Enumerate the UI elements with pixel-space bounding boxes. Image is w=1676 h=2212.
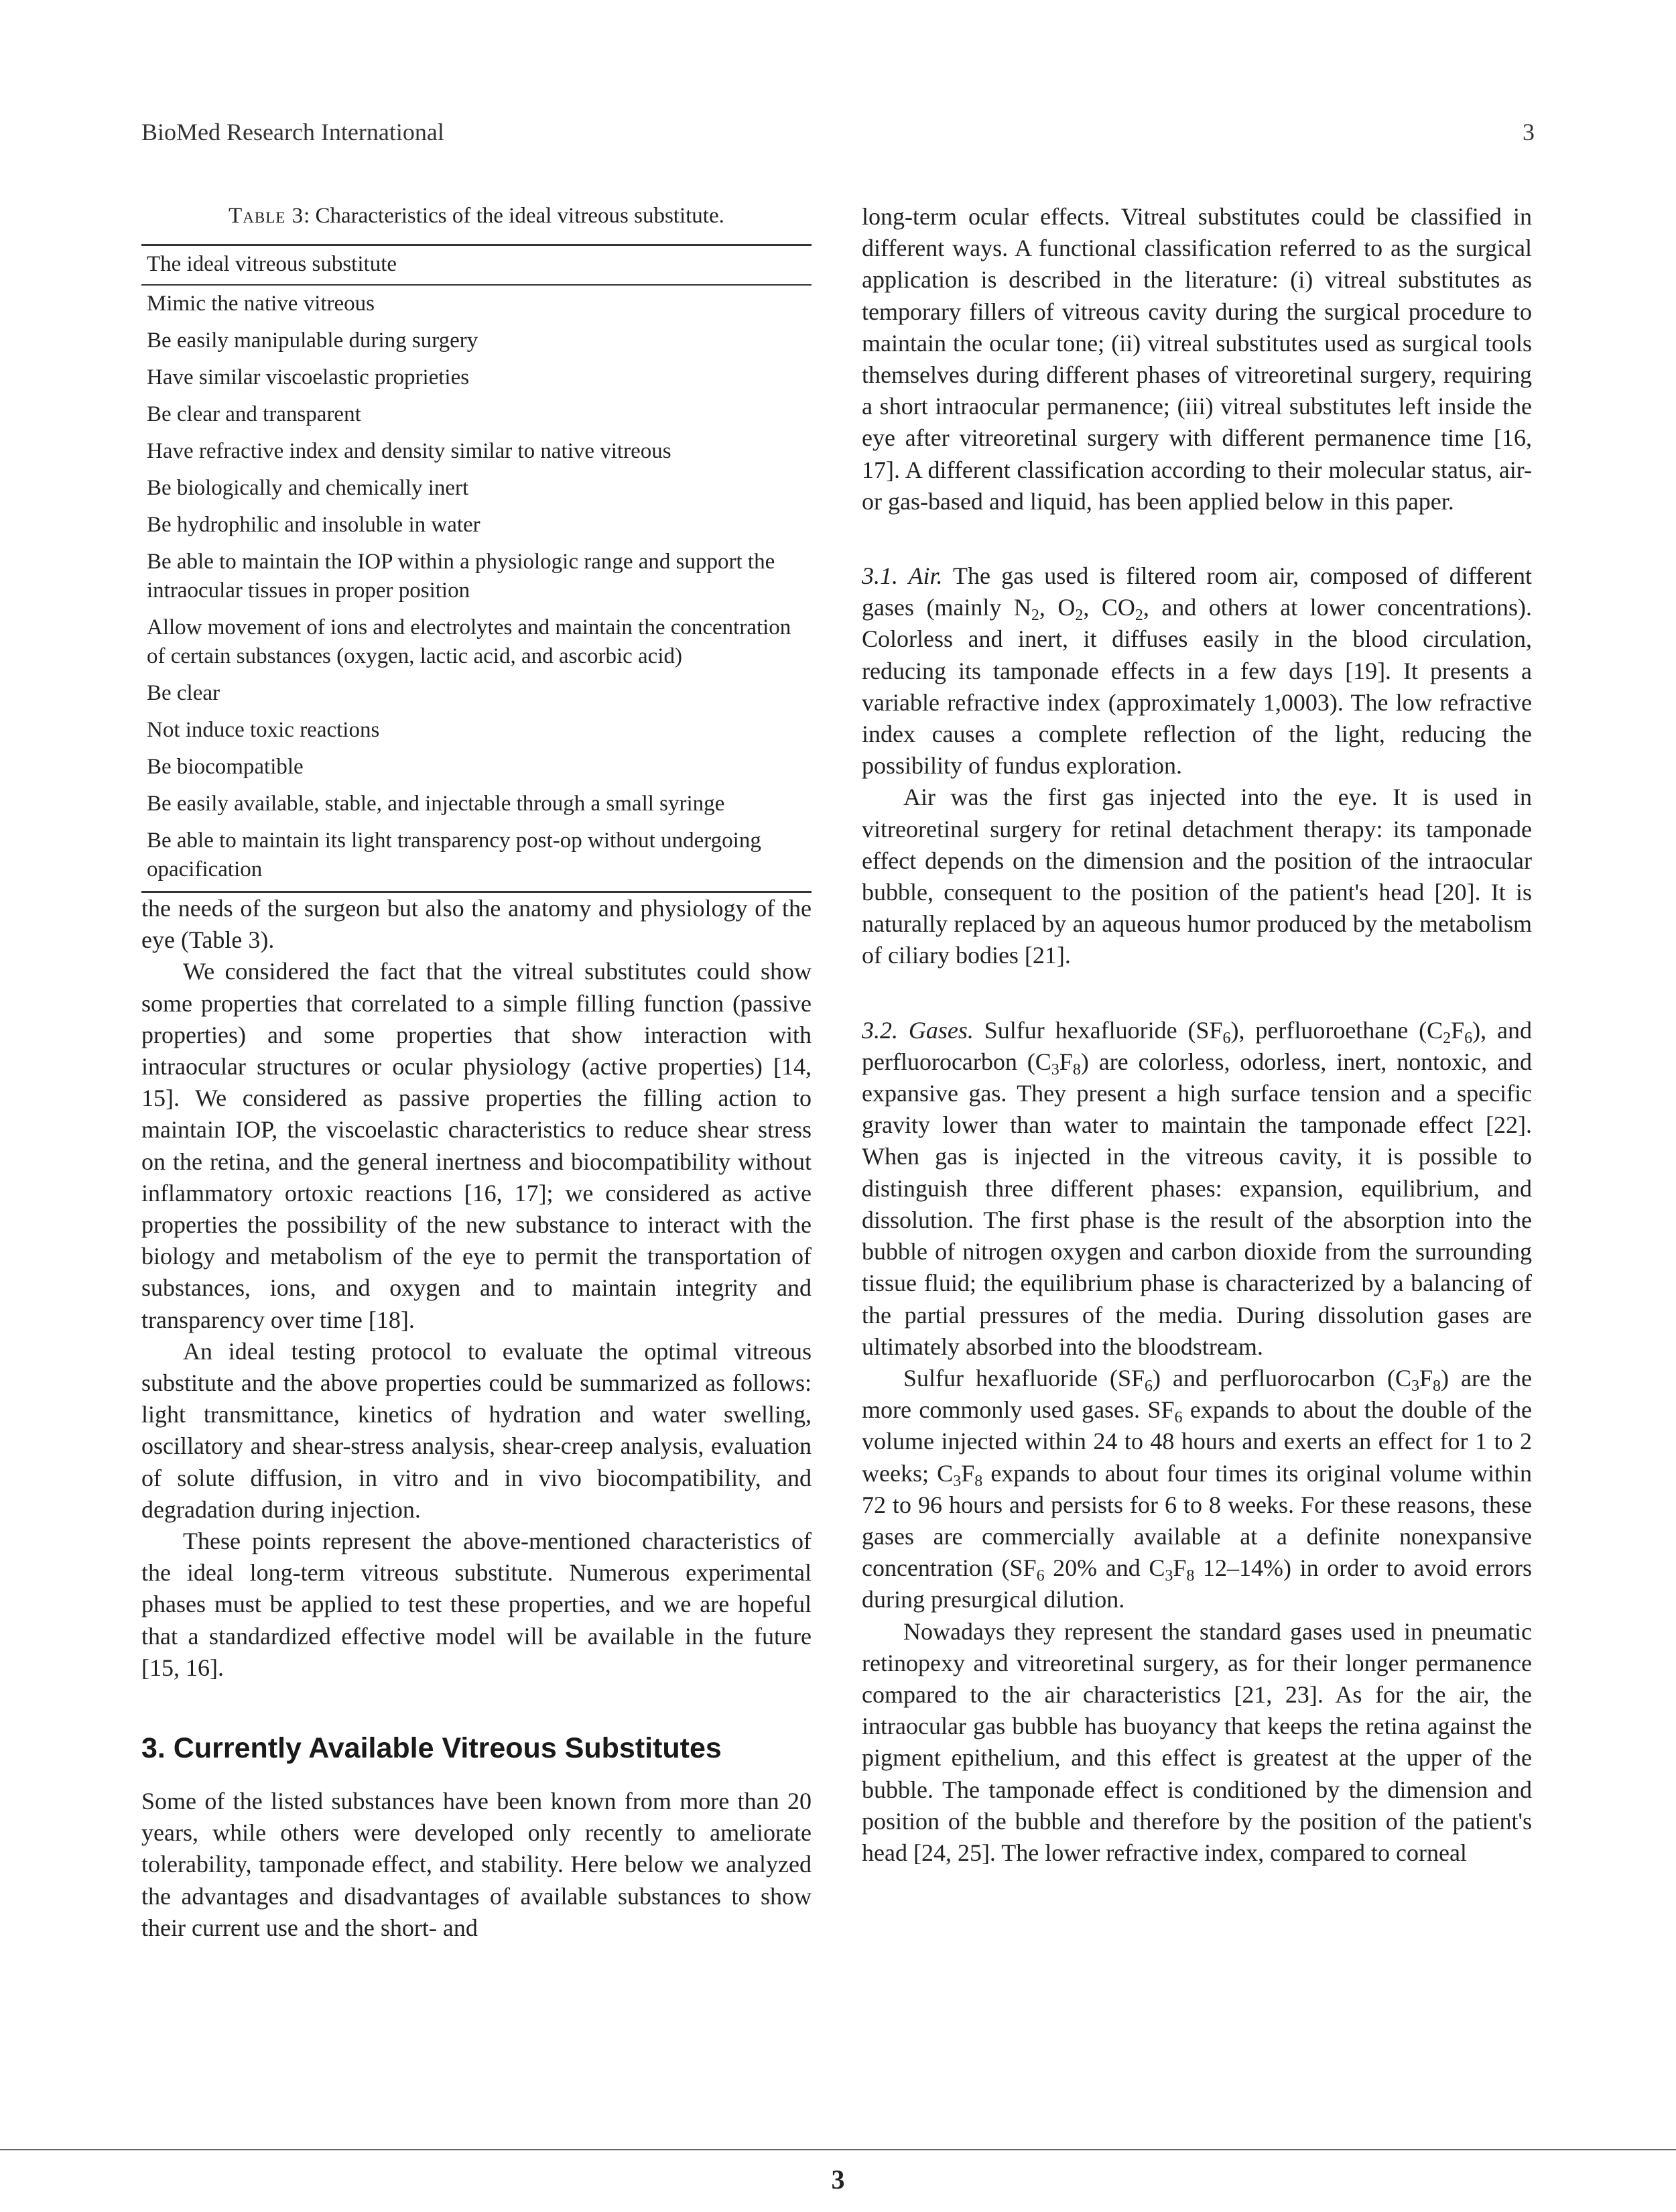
paragraph: Some of the listed substances have been known from more than 20 years, while others were developed only recently to ameliorate tolerability, tamponade effect, and stability. Here below we analyzed the advantages and disadvantages of available substances to show their current use and the short- and: [141, 1788, 812, 1941]
table-row: [141, 544, 812, 609]
table-row: [141, 609, 812, 675]
table-row: [141, 712, 812, 749]
table-cell: Be clear: [147, 681, 220, 705]
table-cell: Allow movement of ions and electrolytes and maintain the concentration of certain substances (oxygen, lactic acid, and ascorbic acid): [147, 615, 791, 668]
subsection-heading: 3.1. Air.: [862, 562, 943, 590]
header-page-number: 3: [1523, 119, 1535, 145]
paragraph-sf6: Sulfur hexafluoride $(SF_6)$ and perfluorocarbon $(C_3F_8)$ are the more commonly used gases. $SF_6$ expands to about the double of the volume injected within 24 to 48 hours and exerts an effect for 1 to 2 weeks; $C_3F_8$ expands to about four times its original volume within 72 to 96 hours and persists for 6 to 8 weeks. For these reasons, these gases are commercially available at a definite nonexpansive concentration ($SF_6$ 20% and $C_3F_8$ 12–14%) in order to avoid errors during presurgical dilution.: [862, 1364, 1532, 1613]
table-cell: Be able to maintain the IOP within a physiologic range and support the intraocular tissues in proper position: [147, 550, 775, 603]
table-header: The ideal vitreous substitute: [141, 245, 812, 286]
paragraph: An ideal testing protocol to evaluate the optimal vitreous substitute and the above properties could be summarized as follows: light transmittance, kinetics of hydration and water swelling, oscillatory and shear-stress analysis, shear-creep analysis, evaluation of solute diffusion, in vitro and in vivo biocompatibility, and degradation during injection.: [141, 1337, 812, 1523]
table-cell: Be able to maintain its light transparency post-op without undergoing opacification: [141, 822, 812, 892]
table-caption: [141, 202, 812, 229]
paragraph: Nowadays they represent the standard gases used in pneumatic retinopexy and vitreoretinal surgery, as for their longer permanence compared to the air characteristics [21, 23]. As for the air, the intraocular gas bubble has buoyancy that keeps the retina against the pigment epithelium, and this effect is greatest at the upper of the bubble. The tamponade effect is conditioned by the dimension and position of the bubble and therefore by the position of the patient's head [24, 25]. The lower refractive index, compared to corneal: [862, 1617, 1532, 1866]
table-cell: Have refractive index and density similar to native vitreous: [147, 439, 671, 463]
table-row: [141, 786, 812, 822]
table-row: [141, 822, 812, 892]
table-row: [141, 396, 812, 433]
table-cell: Have similar viscoelastic proprieties: [147, 365, 470, 389]
footer-page-number: 3: [831, 2164, 845, 2195]
left-column: [141, 201, 812, 2078]
table-row: [141, 675, 812, 712]
table-cell: Be biologically and chemically inert: [147, 476, 469, 500]
table-cell: Be easily available, stable, and injectable through a small syringe: [147, 792, 725, 816]
table-caption-text: : Characteristics of the ideal vitreous substitute.: [304, 204, 724, 228]
paragraph: We considered the fact that the vitreal substitutes could show some properties that correlated to a simple filling function (passive properties) and some properties that show interaction with intraocular structures or ocular physiology (active properties) [14, 15]. We considered as passive properties the filling action to maintain IOP, the viscoelastic characteristics to reduce shear stress on the retina, and the general inertness and biocompatibility without inflammatory ortoxic reactions [16, 17]; we considered as active properties the possibility of the new substance to interact with the biology and metabolism of the eye to permit the transportation of substances, ions, and oxygen and to maintain integrity and transparency over time [18].: [141, 958, 812, 1333]
subsection-heading: 3.2. Gases.: [862, 1016, 974, 1044]
table-label: Table 3: [229, 204, 304, 228]
table-cell: Be clear and transparent: [147, 402, 361, 426]
table-row: [141, 359, 812, 396]
table-row: [141, 749, 812, 786]
section-heading: 3. Currently Available Vitreous Substitutes: [141, 1732, 722, 1765]
table-cell: Be easily manipulable during surgery: [147, 328, 478, 353]
paragraph-air: 3.1. Air. The gas used is filtered room air, composed of different gases (mainly $N_2$, $O_2$, $CO_2$, and others at lower concentrations). Colorless and inert, it diffuses easily in the blood circulation, reducing its tamponade effects in a few days [19]. It presents a variable refractive index (approximately 1,0003). The low refractive index causes a complete reflection of the light, reducing the possibility of fundus exploration.: [862, 562, 1532, 780]
table-row: [141, 322, 812, 359]
paragraph: Air was the first gas injected into the eye. It is used in vitreoretinal surgery for retinal detachment therapy: its tamponade effect depends on the dimension and the position of the intraocular bubble, consequent to the position of the patient's head [20]. It is naturally replaced by an aqueous humor produced by the metabolism of ciliary bodies [21].: [862, 784, 1532, 969]
paragraph: the needs of the surgeon but also the anatomy and physiology of the eye (Table 3).: [141, 895, 812, 954]
running-header: [141, 118, 1535, 151]
table-row: [141, 470, 812, 507]
right-column: [862, 201, 1532, 2078]
table-cell: Be biocompatible: [147, 755, 304, 779]
table-row: [141, 433, 812, 470]
paragraph-gases: 3.2. Gases. Sulfur hexafluoride $(SF_6)$, perfluoroethane $(C_2F_6)$, and perfluorocarbon $(C_3F_8)$ are colorless, odorless, inert, nontoxic, and expansive gas. They present a high surface tension and a specific gravity lower than water to maintain the tamponade effect [22]. When gas is injected in the vitreous cavity, it is possible to distinguish three different phases: expansion, equilibrium, and dissolution. The first phase is the result of the absorption into the bubble of nitrogen oxygen and carbon dioxide from the surrounding tissue fluid; the equilibrium phase is characterized by a balancing of the partial pressures of the media. During dissolution gases are ultimately absorbed into the bloodstream.: [862, 1016, 1533, 1360]
table-cell: Mimic the native vitreous: [147, 292, 375, 316]
table-cell: Be hydrophilic and insoluble in water: [147, 513, 480, 537]
paragraph: These points represent the above-mentioned characteristics of the ideal long-term vitreous substitute. Numerous experimental phases must be applied to test these properties, and we are hopeful that a standardized effective model will be available in the future [15, 16].: [141, 1528, 812, 1681]
ideal-substitute-table: [141, 244, 812, 893]
table-cell: Not induce toxic reactions: [147, 718, 380, 742]
paragraph: long-term ocular effects. Vitreal substitutes could be classified in different ways. A functional classification referred to as the surgical application is described in the literature: (i) vitreal substitutes as temporary fillers of vitreous cavity during the surgical procedure to maintain the ocular tone; (ii) vitreal substitutes used as surgical tools themselves during different phases of vitreoretinal surgery, requiring a short intraocular permanence; (iii) vitreal substitutes left inside the eye after vitreoretinal surgery with different permanence time [16, 17]. A different classification according to their molecular status, air- or gas-based and liquid, has been applied below in this paper.: [862, 203, 1532, 515]
footer-rule: [0, 2149, 1676, 2150]
table-row: [141, 285, 812, 322]
table-row: [141, 507, 812, 544]
journal-name: BioMed Research International: [141, 119, 444, 145]
